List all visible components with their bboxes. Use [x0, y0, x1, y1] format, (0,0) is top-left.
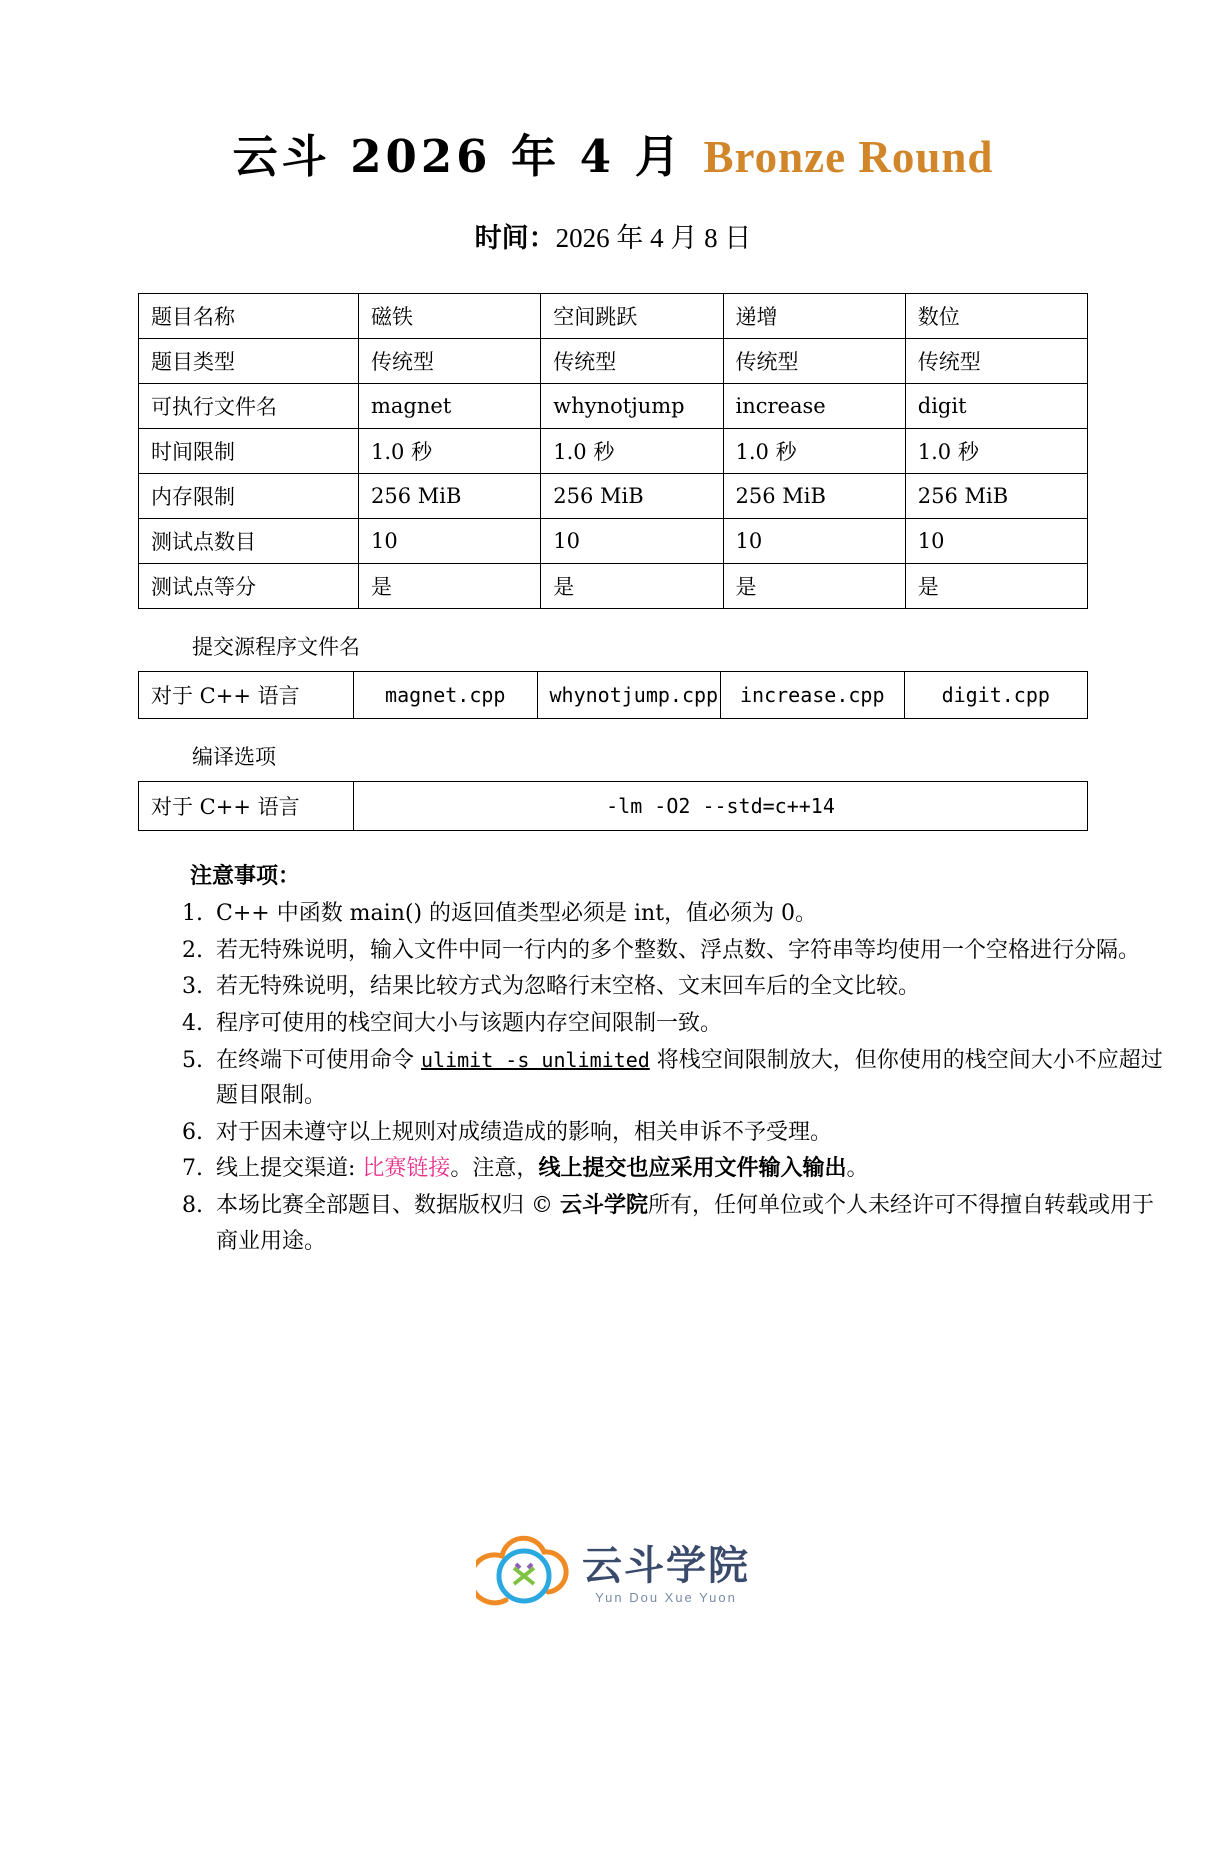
- source-file-name: increase.cpp: [721, 672, 905, 719]
- note-text: C++ 中函数 main() 的返回值类型必须是 int，值必须为 0。: [216, 901, 818, 926]
- table-row: [139, 672, 1088, 719]
- row-label: 题目名称: [139, 294, 359, 339]
- compile-label: 对于 C++ 语言: [139, 782, 354, 831]
- table-cell: increase: [723, 384, 905, 429]
- table-row: [139, 474, 1088, 519]
- note-text: 在终端下可使用命令: [216, 1047, 421, 1073]
- cloud-logo-icon: [476, 1530, 572, 1619]
- table-cell: 传统型: [905, 339, 1087, 384]
- table-cell: 1.0 秒: [905, 429, 1087, 474]
- table-cell: 1.0 秒: [541, 429, 723, 474]
- note-text: 将栈空间限制放大，但你使用的栈空间大小不应超过题目限制。: [216, 1047, 1163, 1109]
- row-label: 题目类型: [139, 339, 359, 384]
- list-item: [210, 969, 1166, 1005]
- source-file-name: magnet.cpp: [354, 672, 538, 719]
- table-cell: whynotjump: [541, 384, 723, 429]
- table-cell: 256 MiB: [541, 474, 723, 519]
- list-item: [210, 1115, 1166, 1151]
- list-item: [210, 1006, 1166, 1042]
- note-text: 对于因未遵守以上规则对成绩造成的影响，相关申诉不予受理。: [216, 1119, 833, 1145]
- contest-link[interactable]: 比赛链接: [362, 1156, 451, 1182]
- table-cell: 传统型: [359, 339, 541, 384]
- note-command: ulimit -s unlimited: [421, 1047, 650, 1072]
- note-text: 线上提交渠道:: [216, 1156, 363, 1182]
- source-section-heading: 提交源程序文件名: [192, 635, 360, 659]
- table-row: [139, 782, 1088, 831]
- compile-section-heading: 编译选项: [192, 745, 276, 769]
- table-row: [139, 294, 1088, 339]
- table-row: [139, 429, 1088, 474]
- table-cell: 256 MiB: [905, 474, 1087, 519]
- table-cell: 传统型: [541, 339, 723, 384]
- row-label: 时间限制: [139, 429, 359, 474]
- notes-list: [176, 896, 1166, 1259]
- notes-heading: 注意事项：: [190, 863, 301, 889]
- list-item: [210, 896, 1166, 932]
- note-emphasis: 线上提交也应采用文件输入输出: [538, 1155, 847, 1182]
- row-label: 可执行文件名: [139, 384, 359, 429]
- note-text: 若无特殊说明，输入文件中同一行内的多个整数、浮点数、字符串等均使用一个空格进行分隔。: [216, 937, 1141, 963]
- table-cell: 递增: [723, 294, 905, 339]
- table-cell: 是: [905, 564, 1087, 609]
- table-row: [139, 519, 1088, 564]
- source-file-table: [138, 671, 1088, 719]
- table-cell: 10: [723, 519, 905, 564]
- compile-options: -lm -O2 --std=c++14: [354, 782, 1088, 831]
- table-row: [139, 384, 1088, 429]
- table-cell: 256 MiB: [359, 474, 541, 519]
- note-emphasis: 云斗学院: [560, 1192, 649, 1218]
- logo-name-cn: 云斗学院: [582, 1541, 750, 1589]
- table-row: [139, 339, 1088, 384]
- table-cell: 传统型: [723, 339, 905, 384]
- table-cell: magnet: [359, 384, 541, 429]
- table-cell: 是: [541, 564, 723, 609]
- date-label: 时间：: [474, 223, 556, 254]
- row-label: 测试点数目: [139, 519, 359, 564]
- list-item: [210, 1043, 1166, 1114]
- table-cell: 1.0 秒: [359, 429, 541, 474]
- row-label: 测试点等分: [139, 564, 359, 609]
- table-cell: 是: [723, 564, 905, 609]
- page-title: [0, 130, 1226, 184]
- list-item: [210, 933, 1166, 969]
- problem-info-table: [138, 293, 1088, 609]
- compile-option-table: [138, 781, 1088, 831]
- note-text: 。: [846, 1156, 869, 1182]
- contest-date: [0, 216, 1226, 255]
- note-text: ©: [524, 1193, 561, 1218]
- note-text: 若无特殊说明，结果比较方式为忽略行末空格、文末回车后的全文比较。: [216, 974, 921, 1000]
- document-page: [0, 130, 1226, 1856]
- table-cell: 10: [359, 519, 541, 564]
- list-item: [210, 1188, 1166, 1259]
- row-label: 内存限制: [139, 474, 359, 519]
- title-english: Bronze Round: [703, 132, 994, 182]
- note-text: 所有，任何单位或个人未经许可不得擅自转载或用于商业用途。: [216, 1193, 1155, 1254]
- table-cell: 磁铁: [359, 294, 541, 339]
- table-cell: 256 MiB: [723, 474, 905, 519]
- note-text: 程序可使用的栈空间大小与该题内存空间限制一致。: [216, 1010, 723, 1036]
- list-item: [210, 1151, 1166, 1187]
- note-text: 本场比赛全部题目、数据版权归: [216, 1193, 525, 1218]
- table-cell: 数位: [905, 294, 1087, 339]
- table-cell: digit: [905, 384, 1087, 429]
- logo: [0, 1530, 1226, 1619]
- table-cell: 是: [359, 564, 541, 609]
- title-chinese: 云斗 2026 年 4 月: [232, 130, 704, 183]
- source-file-name: digit.cpp: [904, 672, 1088, 719]
- table-cell: 10: [905, 519, 1087, 564]
- table-row: [139, 564, 1088, 609]
- table-cell: 空间跳跃: [541, 294, 723, 339]
- source-label: 对于 C++ 语言: [139, 672, 354, 719]
- source-file-name: whynotjump.cpp: [537, 672, 721, 719]
- note-text: 。注意，: [450, 1156, 539, 1182]
- table-cell: 10: [541, 519, 723, 564]
- table-cell: 1.0 秒: [723, 429, 905, 474]
- date-value: 2026 年 4 月 8 日: [555, 223, 752, 253]
- logo-name-en: Yun Dou Xue Yuon: [595, 1589, 737, 1605]
